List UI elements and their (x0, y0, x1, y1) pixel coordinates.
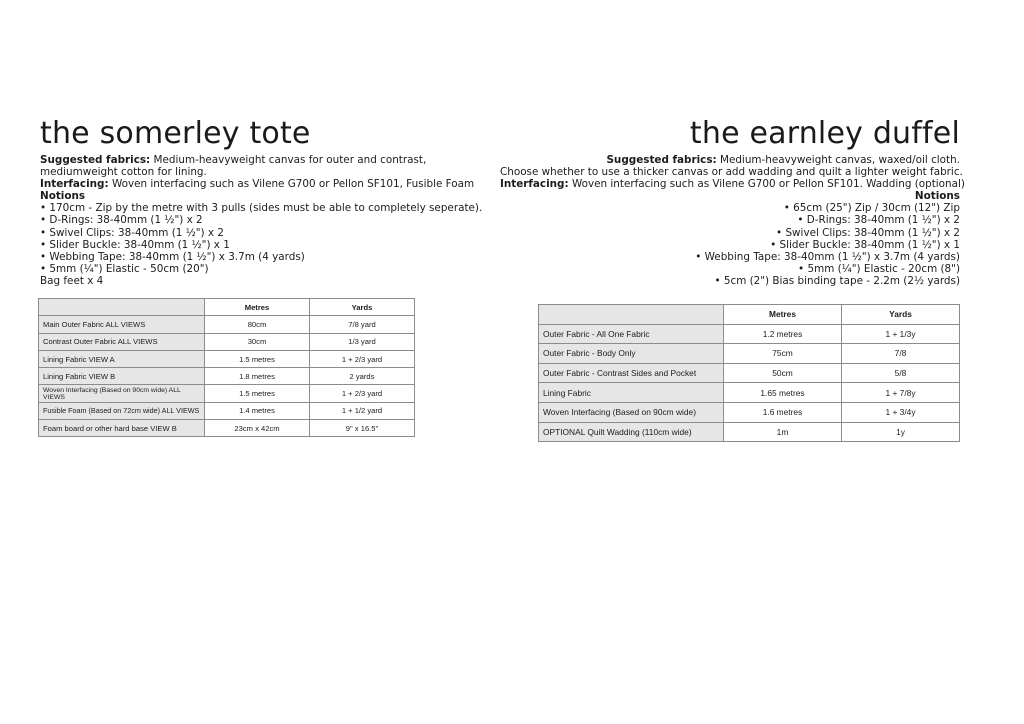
row-label: Lining Fabric VIEW A (39, 350, 205, 367)
row-label: Fusible Foam (Based on 72cm wide) ALL VIEWS (39, 402, 205, 419)
notion-item: • 65cm (25") Zip / 30cm (12") Zip (783, 202, 960, 215)
table-row (539, 344, 960, 364)
row-yards: 1 + 7/8y (842, 383, 960, 403)
row-metres: 1.8 metres (205, 368, 310, 385)
row-yards: 1 + 3/4y (842, 402, 960, 422)
row-yards: 2 yards (310, 368, 415, 385)
somerley-section (40, 116, 483, 287)
earnley-fabric-table (538, 304, 960, 442)
notion-item: • Slider Buckle: 38-40mm (1 ½") x 1 (770, 238, 960, 251)
earnley-interfacing (500, 178, 965, 191)
row-yards: 7/8 (842, 344, 960, 364)
table-row (39, 420, 415, 437)
row-yards: 1/3 yard (310, 333, 415, 350)
interfacing-text: Woven interfacing such as Vilene G700 or Pellon SF101. Wadding (optional) (568, 178, 965, 191)
row-yards: 5/8 (842, 363, 960, 383)
notion-item: • Swivel Clips: 38-40mm (1 ½") x 2 (776, 226, 960, 239)
table-header-blank (39, 299, 205, 316)
table-row (539, 402, 960, 422)
notion-item: • 5mm (¼") Elastic - 50cm (20") (40, 262, 209, 275)
row-metres: 30cm (205, 333, 310, 350)
fabrics-text: Medium-heavyweight canvas, waxed/oil cloth. (716, 154, 960, 166)
row-label: Lining Fabric VIEW B (39, 368, 205, 385)
row-metres: 1.65 metres (724, 383, 842, 403)
somerley-interfacing (40, 178, 480, 190)
notion-item: • D-Rings: 38-40mm (1 ½") x 2 (40, 214, 203, 227)
notion-item: • D-Rings: 38-40mm (1 ½") x 2 (797, 214, 960, 227)
table-row (39, 368, 415, 385)
row-label: Outer Fabric - Contrast Sides and Pocket (539, 363, 724, 383)
row-metres: 1.5 metres (205, 350, 310, 367)
table-header-blank (539, 305, 724, 325)
row-metres: 1.6 metres (724, 402, 842, 422)
somerley-fabric-table (38, 298, 415, 437)
row-label: Lining Fabric (539, 383, 724, 403)
notion-item: • 5cm (2") Bias binding tape - 2.2m (2½ yards) (714, 274, 960, 287)
row-metres: 1.2 metres (724, 324, 842, 344)
row-metres: 1m (724, 422, 842, 442)
table-header-metres: Metres (205, 299, 310, 316)
table-row (39, 350, 415, 367)
row-metres: 1.4 metres (205, 402, 310, 419)
row-label: Contrast Outer Fabric ALL VIEWS (39, 333, 205, 350)
earnley-section (500, 116, 965, 287)
row-yards: 7/8 yard (310, 316, 415, 333)
row-label: Outer Fabric - All One Fabric (539, 324, 724, 344)
table-header-yards: Yards (842, 305, 960, 325)
row-label: Woven Interfacing (Based on 90cm wide) ALL VIEWS (39, 385, 205, 402)
earnley-fabrics (500, 154, 960, 166)
row-metres: 50cm (724, 363, 842, 383)
row-label: Foam board or other hard base VIEW B (39, 420, 205, 437)
row-yards: 9" x 16.5" (310, 420, 415, 437)
table-row (39, 316, 415, 333)
row-metres: 23cm x 42cm (205, 420, 310, 437)
fabrics-label: Suggested fabrics: (40, 154, 151, 166)
row-yards: 1 + 1/3y (842, 324, 960, 344)
earnley-fabrics-cont: Choose whether to use a thicker canvas or add wadding and quilt a lighter weight fabric. (500, 166, 963, 179)
interfacing-label: Interfacing: (40, 178, 109, 191)
table-header-yards: Yards (310, 299, 415, 316)
somerley-title: the somerley tote (40, 116, 311, 151)
notion-item: • 170cm - Zip by the metre with 3 pulls (sides must be able to completely seperate). (40, 202, 483, 215)
table-row (39, 385, 415, 402)
row-label: Woven Interfacing (Based on 90cm wide) (539, 402, 724, 422)
table-row (539, 324, 960, 344)
fabrics-label: Suggested fabrics: (606, 154, 717, 166)
notion-item: Bag feet x 4 (40, 274, 104, 287)
notion-item: • Webbing Tape: 38-40mm (1 ½") x 3.7m (4 yards) (695, 250, 960, 263)
row-yards: 1 + 1/2 yard (310, 402, 415, 419)
notion-item: • Slider Buckle: 38-40mm (1 ½") x 1 (40, 238, 230, 251)
row-metres: 80cm (205, 316, 310, 333)
table-header-metres: Metres (724, 305, 842, 325)
row-label: OPTIONAL Quilt Wadding (110cm wide) (539, 422, 724, 442)
table-header-row (539, 305, 960, 325)
interfacing-label: Interfacing: (500, 178, 569, 191)
row-metres: 75cm (724, 344, 842, 364)
somerley-fabrics-cont: mediumweight cotton for lining. (40, 166, 207, 179)
table-row (539, 383, 960, 403)
row-yards: 1 + 2/3 yard (310, 350, 415, 367)
table-header-row (39, 299, 415, 316)
notion-item: • 5mm (¼") Elastic - 20cm (8") (798, 262, 960, 275)
row-yards: 1 + 2/3 yard (310, 385, 415, 402)
interfacing-text: Woven interfacing such as Vilene G700 or Pellon SF101, Fusible Foam (108, 178, 475, 191)
fabrics-text: Medium-heavyweight canvas for outer and contrast, (150, 154, 427, 166)
notion-item: • Webbing Tape: 38-40mm (1 ½") x 3.7m (4 yards) (40, 250, 305, 263)
row-metres: 1.5 metres (205, 385, 310, 402)
table-row (39, 333, 415, 350)
notion-item: • Swivel Clips: 38-40mm (1 ½") x 2 (40, 226, 224, 239)
row-label: Outer Fabric - Body Only (539, 344, 724, 364)
row-yards: 1y (842, 422, 960, 442)
table-row (39, 402, 415, 419)
somerley-notions-heading: Notions (40, 190, 86, 203)
row-label: Main Outer Fabric ALL VIEWS (39, 316, 205, 333)
earnley-title: the earnley duffel (689, 116, 960, 151)
table-row (539, 422, 960, 442)
table-row (539, 363, 960, 383)
earnley-notions-heading: Notions (914, 190, 960, 203)
somerley-fabrics (40, 154, 480, 166)
